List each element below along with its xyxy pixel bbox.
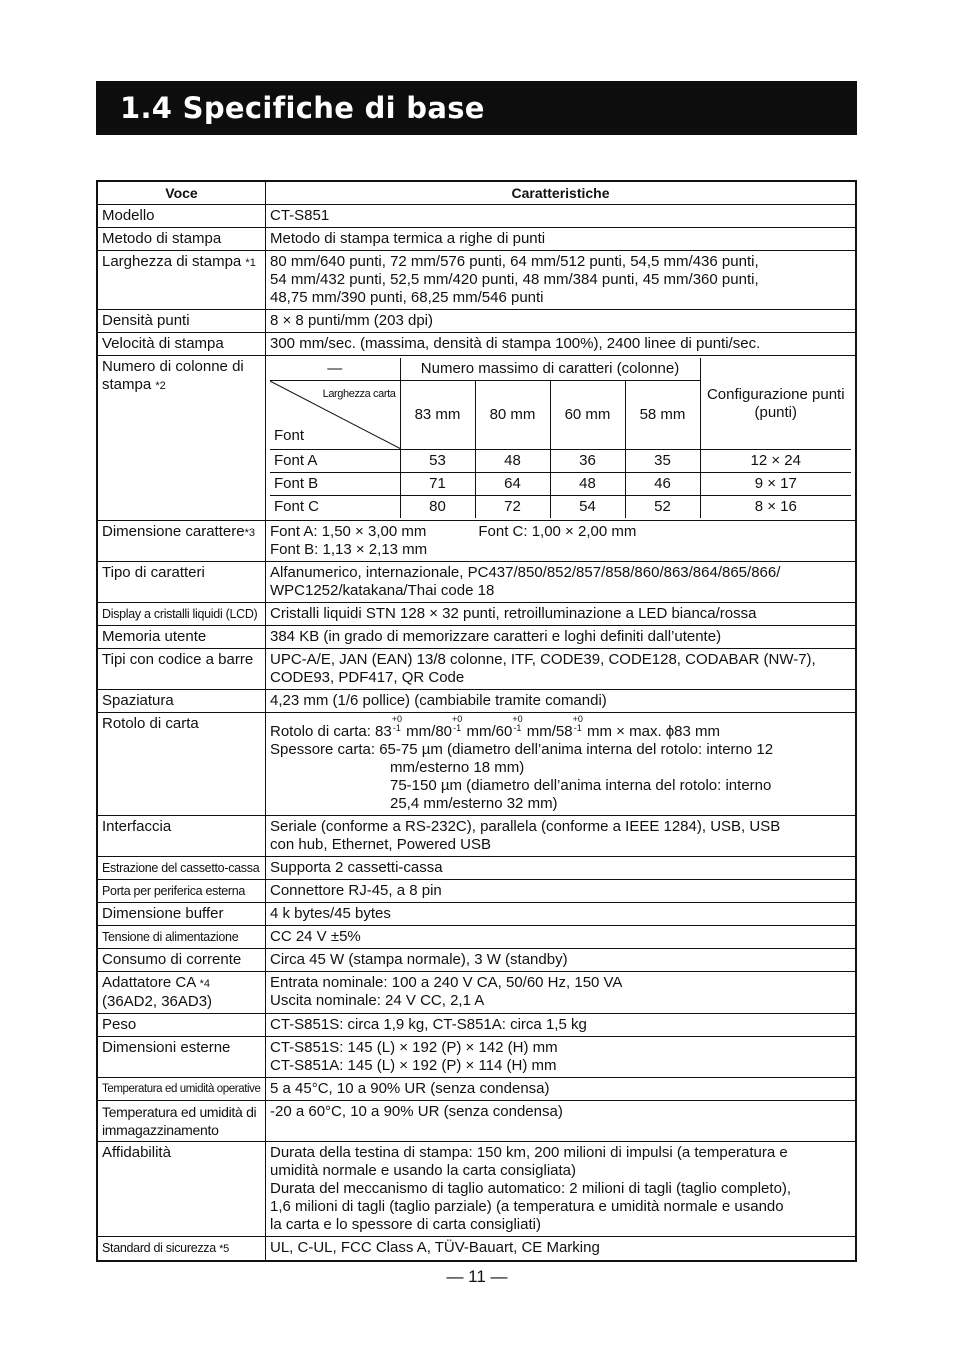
page-number: — 11 — (446, 1267, 508, 1286)
font-a-size: Font A: 1,50 × 3,00 mm (270, 523, 427, 540)
value-line: 48,75 mm/390 punti, 68,25 mm/546 punti (270, 289, 544, 306)
font-config: 12 × 24 (700, 450, 851, 473)
value-line: Seriale (conforme a RS-232C), parallela (conforme a IEEE 1284), USB, USB (270, 818, 781, 835)
table-row (97, 626, 856, 649)
font-config: 9 × 17 (700, 473, 851, 496)
row-label: Tipo di caratteri (97, 562, 266, 603)
row-label: Memoria utente (97, 626, 266, 649)
width-cell: 80 mm (475, 381, 550, 450)
paper-roll-prefix: Rotolo di carta: 83 (270, 723, 392, 740)
value-line: WPC1252/katakana/Thai code 18 (270, 582, 495, 599)
paper-roll-part: mm × max. ϕ83 mm (582, 723, 721, 740)
width-cell: 58 mm (625, 381, 700, 450)
table-row (97, 356, 856, 521)
value-line: Durata della testina di stampa: 150 km, 200 milioni di impulsi (a temperatura e (270, 1144, 788, 1161)
table-row (97, 562, 856, 603)
font-value: 52 (625, 496, 700, 519)
row-value: 4,23 mm (1/6 pollice) (cambiabile tramite comandi) (266, 690, 857, 713)
table-row (97, 205, 856, 228)
tol-minus: -1 (392, 723, 401, 733)
value-line: 1,6 milioni di tagli (taglio parziale) (a temperatura e umidità normale e usando (270, 1198, 784, 1215)
value-line: 54 mm/432 punti, 52,5 mm/420 punti, 48 mm/384 punti, 45 mm/360 punti, (270, 271, 759, 288)
table-row (97, 926, 856, 949)
table-row (97, 880, 856, 903)
row-value: Metodo di stampa termica a righe di punti (266, 228, 857, 251)
value-line: CT-S851A: 145 (L) × 192 (P) × 114 (H) mm (270, 1057, 557, 1074)
columns-subtable-cell (266, 356, 857, 521)
row-label: Temperatura ed umidità di immagazzinamento (97, 1101, 266, 1142)
font-label: Font (274, 427, 305, 444)
value-line: CT-S851S: 145 (L) × 192 (P) × 142 (H) mm (270, 1039, 558, 1056)
tolerance (512, 715, 522, 733)
value-line: 75-150 µm (diametro dell’anima interna del rotolo: interno (390, 777, 772, 794)
label-text: Adattatore CA (102, 974, 196, 991)
table-row (97, 1078, 856, 1101)
label-text: Dimensione carattere (102, 523, 245, 540)
font-value: 64 (475, 473, 550, 496)
value-line: con hub, Ethernet, Powered USB (270, 836, 491, 853)
row-value (266, 251, 857, 310)
font-value: 35 (625, 450, 700, 473)
row-value (266, 521, 857, 562)
value-line: Uscita nominale: 24 V CC, 2,1 A (270, 992, 485, 1009)
font-value: 71 (400, 473, 475, 496)
row-label (97, 356, 266, 521)
row-label: Consumo di corrente (97, 949, 266, 972)
table-row (97, 713, 856, 816)
columns-subtable (270, 358, 851, 518)
font-value: 36 (550, 450, 625, 473)
row-label (97, 251, 266, 310)
value-line: UPC-A/E, JAN (EAN) 13/8 colonne, ITF, CODE39, CODE128, CODABAR (NW-7), (270, 651, 816, 668)
row-label: Peso (97, 1014, 266, 1037)
header-voce: Voce (97, 181, 266, 205)
width-cell: 60 mm (550, 381, 625, 450)
paper-width-label: Larghezza carta (322, 388, 396, 400)
row-label: Estrazione del cassetto-cassa (97, 857, 266, 880)
tol-minus: -1 (573, 723, 582, 733)
footnote-ref: *4 (199, 978, 210, 990)
value-line: Alfanumerico, internazionale, PC437/850/852/857/858/860/863/864/865/866/ (270, 564, 781, 581)
row-value (266, 562, 857, 603)
row-value: Supporta 2 cassetti-cassa (266, 857, 857, 880)
paper-roll-part: mm/80 (402, 723, 453, 740)
row-label: Interfaccia (97, 816, 266, 857)
font-name: Font C (270, 496, 400, 519)
row-value: CT-S851 (266, 205, 857, 228)
tol-plus: +0 (391, 714, 403, 724)
row-label: Tipi con codice a barre (97, 649, 266, 690)
row-value (266, 649, 857, 690)
table-row (97, 949, 856, 972)
table-row (97, 816, 856, 857)
font-row (270, 450, 851, 473)
row-value: 5 a 45°C, 10 a 90% UR (senza condensa) (266, 1078, 857, 1101)
table-row (97, 972, 856, 1014)
font-config: 8 × 16 (700, 496, 851, 519)
paper-roll-line (270, 715, 851, 741)
tol-plus: +0 (572, 714, 583, 724)
row-label: Densità punti (97, 310, 266, 333)
font-value: 72 (475, 496, 550, 519)
table-row (97, 1037, 856, 1078)
subtable-header-row (270, 358, 851, 381)
row-value: 384 KB (in grado di memorizzare caratteri e loghi definiti dall’utente) (266, 626, 857, 649)
label-text: Standard di sicurezza (102, 1241, 216, 1255)
table-row (97, 690, 856, 713)
row-value: 4 k bytes/45 bytes (266, 903, 857, 926)
row-label: Affidabilità (97, 1142, 266, 1237)
row-value: Connettore RJ-45, a 8 pin (266, 880, 857, 903)
tol-plus: +0 (452, 714, 463, 724)
dash-cell: — (270, 358, 400, 381)
tolerance (573, 715, 583, 733)
row-label (97, 521, 266, 562)
font-value: 80 (400, 496, 475, 519)
footnote-ref: *3 (244, 527, 255, 539)
row-label: Display a cristalli liquidi (LCD) (97, 603, 266, 626)
row-value: UL, C-UL, FCC Class A, TÜV-Bauart, CE Marking (266, 1237, 857, 1262)
table-row (97, 1142, 856, 1237)
row-value: 8 × 8 punti/mm (203 dpi) (266, 310, 857, 333)
value-line: la carta e lo spessore di carta consigliati) (270, 1216, 541, 1233)
value-line: Durata del meccanismo di taglio automatico: 2 milioni di tagli (taglio completo), (270, 1180, 792, 1197)
tol-minus: -1 (453, 723, 462, 733)
row-label: Velocità di stampa (97, 333, 266, 356)
section-title: 1.4 Specifiche di base (120, 91, 485, 125)
footnote-ref: *1 (245, 257, 256, 269)
table-row (97, 649, 856, 690)
label-text: Numero di colonne di stampa (102, 358, 244, 393)
spec-table (96, 180, 857, 1262)
footnote-ref: *5 (219, 1243, 229, 1255)
row-value (266, 816, 857, 857)
font-row (270, 496, 851, 519)
tolerance (392, 715, 402, 733)
row-value: CC 24 V ±5% (266, 926, 857, 949)
section-title-bar (96, 81, 857, 135)
row-value: Cristalli liquidi STN 128 × 32 punti, retroilluminazione a LED bianca/rossa (266, 603, 857, 626)
font-value: 48 (550, 473, 625, 496)
font-value: 48 (475, 450, 550, 473)
value-line: umidità normale e usando la carta consigliata) (270, 1162, 576, 1179)
paper-roll-part: mm/60 (462, 723, 513, 740)
row-label: Temperatura ed umidità operative (97, 1078, 266, 1101)
row-label (97, 972, 266, 1014)
font-name: Font A (270, 450, 400, 473)
font-row (270, 473, 851, 496)
row-value (266, 1142, 857, 1237)
font-value: 54 (550, 496, 625, 519)
table-row (97, 1101, 856, 1142)
font-c-size: Font C: 1,00 × 2,00 mm (478, 523, 637, 540)
width-cell: 83 mm (400, 381, 475, 450)
row-label: Spaziatura (97, 690, 266, 713)
table-row (97, 251, 856, 310)
table-row (97, 603, 856, 626)
table-row (97, 1014, 856, 1037)
row-value (266, 713, 857, 816)
font-value: 46 (625, 473, 700, 496)
value-line: Entrata nominale: 100 a 240 V CA, 50/60 Hz, 150 VA (270, 974, 623, 991)
row-label: Porta per periferica esterna (97, 880, 266, 903)
row-value: 300 mm/sec. (massima, densità di stampa 100%), 2400 linee di punti/sec. (266, 333, 857, 356)
row-label: Modello (97, 205, 266, 228)
value-line: mm/esterno 18 mm) (390, 759, 525, 776)
row-label: Dimensioni esterne (97, 1037, 266, 1078)
max-chars-header: Numero massimo di caratteri (colonne) (400, 358, 700, 381)
table-row (97, 1237, 856, 1262)
row-label: Rotolo di carta (97, 713, 266, 816)
header-caratteristiche: Caratteristiche (266, 181, 857, 205)
row-label (97, 1237, 266, 1262)
paper-roll-part: mm/58 (522, 723, 573, 740)
table-row (97, 903, 856, 926)
font-value: 53 (400, 450, 475, 473)
font-b-size: Font B: 1,13 × 2,13 mm (270, 541, 428, 558)
row-label: Dimensione buffer (97, 903, 266, 926)
row-value (266, 1037, 857, 1078)
value-line (270, 523, 851, 541)
label-text: Larghezza di stampa (102, 253, 242, 270)
footnote-ref: *2 (155, 380, 166, 392)
value-line: 25,4 mm/esterno 32 mm) (390, 795, 558, 812)
row-value (266, 972, 857, 1014)
row-label: Tensione di alimentazione (97, 926, 266, 949)
row-label: Metodo di stampa (97, 228, 266, 251)
tolerance (452, 715, 462, 733)
row-value: CT-S851S: circa 1,9 kg, CT-S851A: circa 1,5 kg (266, 1014, 857, 1037)
font-name: Font B (270, 473, 400, 496)
value-line: CODE93, PDF417, QR Code (270, 669, 465, 686)
tol-plus: +0 (512, 714, 523, 724)
row-value: Circa 45 W (stampa normale), 3 W (standby) (266, 949, 857, 972)
dot-config-header: Configurazione punti (punti) (700, 358, 851, 450)
label-text: (36AD2, 36AD3) (102, 993, 213, 1010)
table-row (97, 228, 856, 251)
table-row (97, 310, 856, 333)
table-row (97, 857, 856, 880)
tol-minus: -1 (513, 723, 522, 733)
value-line: 80 mm/640 punti, 72 mm/576 punti, 64 mm/512 punti, 54,5 mm/436 punti, (270, 253, 759, 270)
table-row (97, 521, 856, 562)
diagonal-header-cell (270, 381, 400, 450)
table-header-row (97, 181, 856, 205)
value-line: Spessore carta: 65-75 µm (diametro dell’anima interna del rotolo: interno 12 (270, 741, 774, 758)
table-row (97, 333, 856, 356)
row-value: -20 a 60°C, 10 a 90% UR (senza condensa) (266, 1101, 857, 1142)
